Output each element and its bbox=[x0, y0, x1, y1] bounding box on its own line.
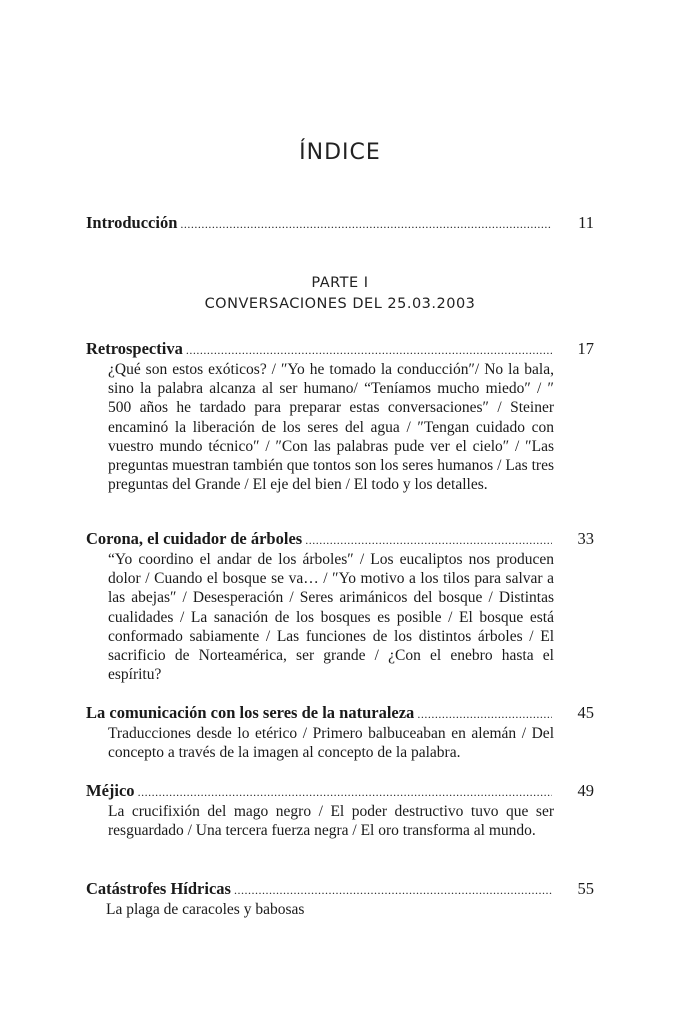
toc-entry-catastrofes[interactable] bbox=[86, 879, 594, 919]
entry-summary: ¿Qué son estos exóticos? / ″Yo he tomado la conducción″/ No la bala, sino la palabra alcanza al ser humano/ “Teníamos mucho miedo″ / ″ 500 años he tardado para preparar estas conversaciones″ / Steiner encaminó la liberación de los seres del agua / ″Tengan cuidado con vuestro mundo técnico″ / ″Con las palabras pude ver el cielo″ / ″Las preguntas muestran también que tontos son los seres humanos / Las tres preguntas del Grande / El eje del bien / El todo y los detalles. bbox=[108, 361, 554, 494]
dot-leader bbox=[180, 214, 552, 234]
dot-leader bbox=[138, 782, 552, 802]
dot-leader bbox=[417, 704, 552, 724]
entry-summary: La crucifixión del mago negro / El poder destructivo tuvo que ser resguardado / Una tercera fuerza negra / El oro transforma al mundo. bbox=[108, 803, 554, 840]
page-number: 33 bbox=[577, 529, 594, 548]
toc-entry-corona[interactable] bbox=[86, 529, 594, 684]
entry-title: La comunicación con los seres de la naturaleza bbox=[86, 703, 415, 722]
entry-summary: “Yo coordino el andar de los árboles″ / Los eucaliptos nos producen dolor / Cuando el bosque se va… / ″Yo motivo a los tilos para salvar a las abejas″ / Desesperación / Seres arimánicos del bosque / Distintas cualidades / La sanación de los bosques es posible / El bosque está conformado sabiamente / Las funciones de los distintos árboles / El sacrificio de Norteamérica, ser grande / ¿Con el enebro hasta el espíritu? bbox=[108, 551, 554, 684]
toc-entry-introduccion[interactable] bbox=[86, 213, 594, 234]
page-number: 11 bbox=[578, 213, 594, 232]
entry-title: Catástrofes Hídricas bbox=[86, 879, 231, 898]
toc-entry-retrospectiva[interactable] bbox=[86, 339, 594, 494]
entry-title: Corona, el cuidador de árboles bbox=[86, 529, 303, 548]
page-title: ÍNDICE bbox=[299, 140, 381, 165]
entry-summary: La plaga de caracoles y babosas bbox=[106, 901, 305, 918]
dot-leader bbox=[234, 880, 552, 900]
dot-leader bbox=[186, 340, 552, 360]
toc-entry-comunicacion[interactable] bbox=[86, 703, 594, 762]
dot-leader bbox=[305, 530, 552, 550]
page-number: 55 bbox=[577, 879, 594, 898]
entry-summary: Traducciones desde lo etérico / Primero balbuceaban en alemán / Del concepto a través de la imagen al concepto de la palabra. bbox=[108, 725, 554, 762]
page-number: 49 bbox=[577, 781, 594, 800]
part-label: PARTE I bbox=[311, 275, 369, 291]
toc-entry-mejico[interactable] bbox=[86, 781, 594, 840]
page-number: 45 bbox=[577, 703, 594, 722]
part-subtitle: CONVERSACIONES DEL 25.03.2003 bbox=[204, 296, 476, 312]
entry-title: Retrospectiva bbox=[86, 339, 183, 358]
entry-title: Introducción bbox=[86, 213, 178, 232]
entry-title: Méjico bbox=[86, 781, 135, 800]
page-number: 17 bbox=[577, 339, 594, 358]
